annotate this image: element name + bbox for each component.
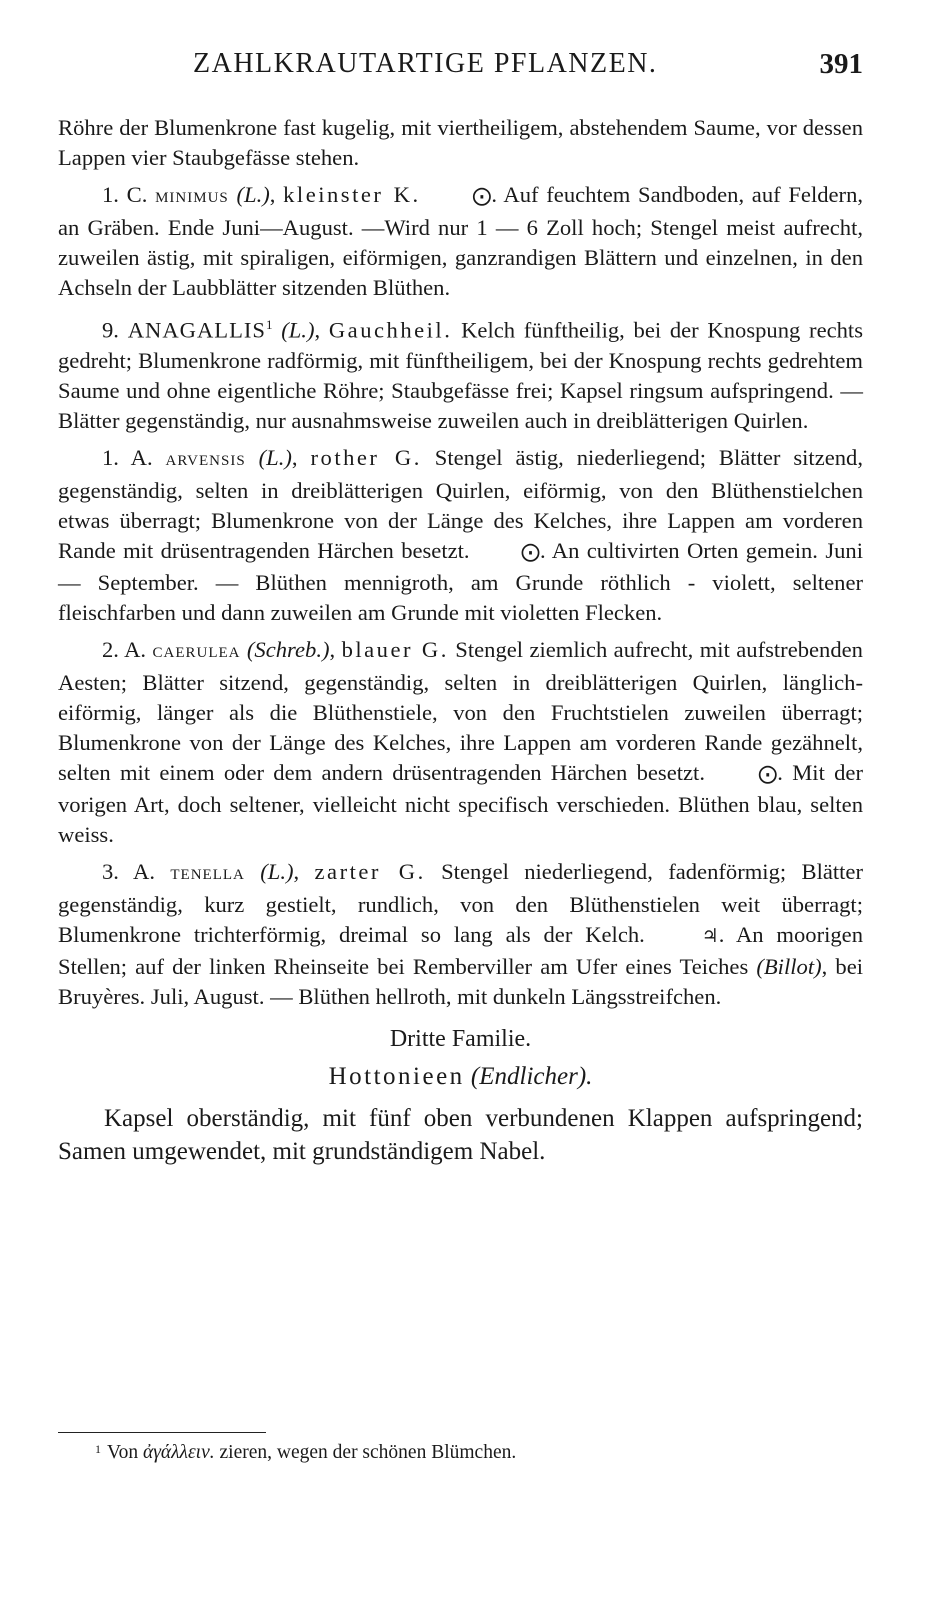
species-author: (L.): [260, 858, 294, 884]
genus-name: ANAGALLIS: [127, 317, 266, 343]
footnote-greek-word: ἀγάλλειν.: [142, 1442, 215, 1463]
species-description: Stengel ziemlich aufrecht, mit aufstrebenden Aesten; Blätter sitzend, gegenständig, selten in dreiblätterigen Quirlen, länglich-eiförmig, länger als die Blüthenstiele, von den Fruchtstielen zuweilen überragt; Blumenkrone von der Länge des Kelches, ihre Lappen am vorderen Rande gezähnelt, selten mit einem oder dem andern drüsentragenden Härchen besetzt.: [58, 636, 863, 785]
family-description: Kapsel oberständig, mit fünf oben verbundenen Klappen aufspringend; Samen umgewendet, mit grundständigem Nabel.: [58, 1104, 863, 1165]
family-author: (Endlicher).: [470, 1062, 593, 1090]
species-number: 1. C.: [102, 182, 148, 207]
genus-description: Kelch fünftheilig, bei der Knospung rechts gedreht; Blumenkrone radförmig, mit fünftheiligem, bei der Knospung rechts gedrehtem Saume und ohne eigentliche Röhre; Staubgefässe frei; Kapsel ringsum aufspringend. — Blätter gegenständig, nur ausnahmsweise zuweilen auch in dreiblätterigen Quirlen.: [58, 317, 864, 433]
footnote-rule: [58, 1432, 266, 1433]
species-common-name: kleinster K.: [283, 182, 421, 207]
genus-number: 9.: [102, 317, 119, 343]
species-common-name: blauer G.: [341, 636, 449, 662]
species-number: 2. A.: [102, 636, 147, 662]
footnote-text-before: Von: [107, 1442, 139, 1463]
species-common-name: zarter G.: [314, 858, 426, 884]
footnote-mark: 1: [95, 1442, 101, 1456]
species-habitat: . An moorigen Stellen; auf der linken Rheinseite bei Remberviller am Ufer eines Teiches: [58, 921, 863, 979]
species-centunculus-minimus: 1. C. MINIMUS (L.), kleinster K. ⨀. Auf feuchtem Sandboden, auf Feldern, an Gräben. Ende Juni—August. —Wird nur 1 — 6 Zoll hoch; Stengel meist aufrecht, zuweilen ästig, mit spiraligen, eiförmigen, ganzrandigen Blättern und einzelnen, in den Achseln der Laubblätter sitzenden Blüthen.: [58, 182, 864, 300]
family-heading: Dritte Familie.: [389, 1025, 532, 1052]
species-anagallis-caerulea: 2. A. CAERULEA (Schreb.), blauer G. Stengel ziemlich aufrecht, mit aufstrebenden Aesten; Blätter sitzend, gegenständig, selten in dreiblätterigen Quirlen, länglich-eiförmig, länger als die Blüthenstiele, von den Fruchtstielen zuweilen überragt; Blumenkrone von der Länge des Kelches, ihre Lappen am vorderen Rande gezähnelt, selten mit einem oder dem andern drüsentragenden Härchen besetzt. ⨀. Mit der vorigen Art, doch seltener, vielleicht nicht specifisch verschieden. Blüthen blau, selten weiss.: [58, 636, 863, 847]
genus-anagallis: 9. ANAGALLIS$^1$ (L.), Gauchheil. Kelch fünftheilig, bei der Knospung rechts gedreht; Blumenkrone radförmig, mit fünftheiligem, bei der Knospung rechts gedrehtem Saume und ohne eigentliche Röhre; Staubgefässe frei; Kapsel ringsum aufspringend. — Blätter gegenständig, nur ausnahmsweise zuweilen auch in dreiblätterigen Quirlen.: [58, 317, 864, 433]
species-description: Stengel ästig, niederliegend; Blätter sitzend, gegenständig, selten in dreiblätterigen Quirlen, eiförmig, von den Blüthenstielchen etwas überragt; Blumenkrone von der Länge des Kelches, ihre Lappen am vorderen Rande mit drüsentragenden Härchen besetzt.: [58, 444, 863, 563]
annual-symbol-icon: ⨀: [758, 763, 778, 785]
footnote: [95, 1442, 516, 1464]
species-common-name: rother G.: [310, 444, 422, 470]
footnote-text-after: zieren, wegen der schönen Blümchen.: [219, 1442, 517, 1463]
species-author: (L.): [258, 444, 292, 470]
species-name: MINIMUS: [155, 190, 229, 206]
running-title: ZAHLKRAUTARTIGE PFLANZEN.: [193, 48, 658, 79]
species-author: (L.): [236, 182, 270, 207]
species-name: TENELLA: [170, 866, 245, 883]
species-citation: (Billot): [756, 953, 822, 979]
annual-symbol-icon: ⨀: [520, 541, 540, 563]
species-habitat: . Mit der vorigen Art, doch seltener, vielleicht nicht specifisch verschieden. Blüthen blau, selten weiss.: [58, 759, 863, 847]
species-author: (Schreb.): [246, 636, 330, 662]
species-number: 3. A.: [102, 858, 156, 884]
species-habitat-continued: , bei Bruyères. Juli, August. — Blüthen hellroth, mit dunkeln Längsstreifchen.: [58, 953, 863, 1009]
page-header: [58, 48, 863, 88]
species-anagallis-tenella: 3. A. TENELLA (L.), zarter G. Stengel niederliegend, fadenförmig; Blätter gegenständig, kurz gestielt, rundlich, von den Blüthenstielen weit überragt; Blumenkrone trichterförmig, dreimal so lang als der Kelch. ♃. An moorigen Stellen; auf der linken Rheinseite bei Remberviller am Ufer eines Teiches (Billot), bei Bruyères. Juli, August. — Blüthen hellroth, mit dunkeln Längsstreifchen.: [58, 858, 863, 1009]
genus-common-name: Gauchheil.: [328, 317, 453, 343]
body-text: [58, 113, 863, 1168]
footnote-reference: 1: [265, 317, 273, 332]
family-name: Hottonieen: [328, 1062, 465, 1090]
annual-symbol-icon: ⨀: [472, 186, 492, 207]
species-description: . Auf feuchtem Sandboden, auf Feldern, an Gräben. Ende Juni—August. —Wird nur 1 — 6 Zoll hoch; Stengel meist aufrecht, zuweilen ästig, mit spiraligen, eiförmigen, ganzrandigen Blättern und einzelnen, in den Achseln der Laubblätter sitzenden Blüthen.: [58, 182, 864, 300]
species-name: CAERULEA: [152, 644, 241, 661]
species-anagallis-arvensis: 1. A. ARVENSIS (L.), rother G. Stengel ästig, niederliegend; Blätter sitzend, gegenständig, selten in dreiblätterigen Quirlen, eiförmig, von den Blüthenstielchen etwas überragt; Blumenkrone von der Länge des Kelches, ihre Lappen am vorderen Rande mit drüsentragenden Härchen besetzt. ⨀. An cultivirten Orten gemein. Juni — September. — Blüthen mennigroth, am Grunde röthlich - violett, seltener fleischfarben und dann zuweilen am Grunde mit violetten Flecken.: [58, 444, 863, 625]
species-description: Stengel niederliegend, fadenförmig; Blätter gegenständig, kurz gestielt, rundlich, von den Blüthenstielen weit überragt; Blumenkrone trichterförmig, dreimal so lang als der Kelch.: [58, 858, 863, 947]
paragraph-centunculus-tube: [58, 113, 863, 173]
perennial-symbol-icon: ♃: [701, 925, 719, 947]
species-habitat: . An cultivirten Orten gemein. Juni — September. — Blüthen mennigroth, am Grunde röthlich - violett, seltener fleischfarben und dann zuweilen am Grunde mit violetten Flecken.: [58, 537, 863, 625]
species-number: 1. A.: [102, 444, 153, 470]
family-title: [58, 1062, 863, 1092]
paragraph-text: Röhre der Blumenkrone fast kugelig, mit viertheiligem, abstehendem Saume, vor dessen Lappen vier Staubgefässe stehen.: [58, 115, 863, 170]
page-number: 391: [819, 48, 863, 80]
species-name: ARVENSIS: [165, 452, 246, 469]
genus-author: (L.): [281, 317, 315, 343]
